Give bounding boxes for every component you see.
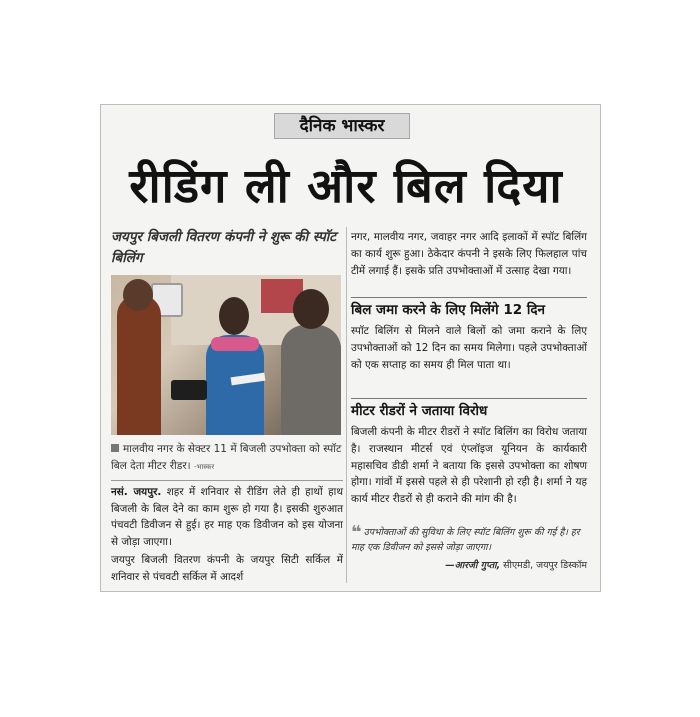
meter-reader-figure [117, 295, 161, 435]
paragraph-text: शहर में शनिवार से रीडिंग लेते ही हाथों हाथ बिजली के बिल देने का काम शुरू हो गया है। इसकी शुरुआत पंचवटी डिवीजन से हुई। हर माह एक डिवीजन को इस योजना से जोड़ा जाएगा। [111, 486, 343, 548]
section-body-protest [351, 424, 587, 508]
caption-text: मालवीय नगर के सेक्टर 11 में बिजली उपभोक्ता को स्पॉट बिल देता मीटर रीडर। [111, 443, 342, 472]
section-paragraph: बिजली कंपनी के मीटर रीडरों ने स्पॉट बिलिंग का विरोध जताया है। राजस्थान मीटर्स एवं एंप्लॉइज यूनियन के कार्यकारी महासचिव डीडी शर्मा ने बताया कि इससे उपभोक्ता का शोषण होगा। गांवों में इससे पहले से ही परेशानी हो रही है। शर्मा ने यह कार्य मीटर रीडरों से ही कराने की मांग की है। [351, 426, 587, 506]
divider [111, 480, 343, 481]
article-paragraph [111, 484, 343, 550]
pull-quote [351, 522, 587, 555]
article-right-intro [351, 229, 587, 279]
newspaper-clipping [100, 104, 601, 592]
scarf [211, 337, 259, 351]
man-figure [281, 325, 341, 435]
headline: रीडिंग ली और बिल दिया [129, 159, 563, 214]
photo-caption [111, 441, 343, 476]
section-paragraph: स्पॉट बिलिंग से मिलने वाले बिलों को जमा कराने के लिए उपभोक्ताओं को 12 दिन का समय मिलेगा। पहले उपभोक्ताओं को एक सप्ताह का समय ही मिल पाता था। [351, 325, 587, 371]
quote-mark-icon: ❝ [351, 522, 362, 543]
quote-title: सीएमडी, जयपुर डिस्कॉम [503, 560, 587, 571]
column-divider [346, 227, 347, 583]
photo-credit: -भास्कर [193, 463, 215, 471]
woman-head [219, 297, 249, 335]
section-heading-protest: मीटर रीडरों ने जताया विरोध [351, 398, 587, 421]
section-body-12-days [351, 323, 587, 373]
quote-name: —आरजी गुप्ता, [445, 560, 501, 571]
man-head [293, 289, 329, 329]
newspaper-masthead: दैनिक भास्कर [274, 113, 410, 139]
dateline: नसं. जयपुर. [111, 486, 162, 498]
news-photo [111, 275, 341, 435]
subheadline: जयपुर बिजली वितरण कंपनी ने शुरू की स्पॉट बिलिंग [111, 229, 337, 266]
quote-text: उपभोक्ताओं की सुविधा के लिए स्पॉट बिलिंग शुरू की गई है। हर माह एक डिवीजन को इससे जोड़ा जाएगा। [351, 527, 580, 553]
intro-paragraph: नगर, मालवीय नगर, जवाहर नगर आदि इलाकों में स्पॉट बिलिंग का कार्य शुरू हुआ। ठेकेदार कंपनी ने इसके लिए फिलहाल पांच टीमें लगाई हैं। इसके प्रति उपभोक्ताओं में उत्साह देखा गया। [351, 231, 587, 277]
article-left-column [111, 484, 343, 588]
meter-reader-head [123, 279, 153, 311]
article-paragraph-2: जयपुर बिजली वितरण कंपनी के जयपुर सिटी सर्किल में शनिवार से पंचवटी सर्किल में आदर्श [111, 554, 343, 583]
section-heading-12-days: बिल जमा करने के लिए मिलेंगे 12 दिन [351, 297, 587, 320]
billing-device [171, 380, 207, 400]
caption-square-icon [111, 444, 119, 452]
quote-attribution [351, 558, 587, 573]
